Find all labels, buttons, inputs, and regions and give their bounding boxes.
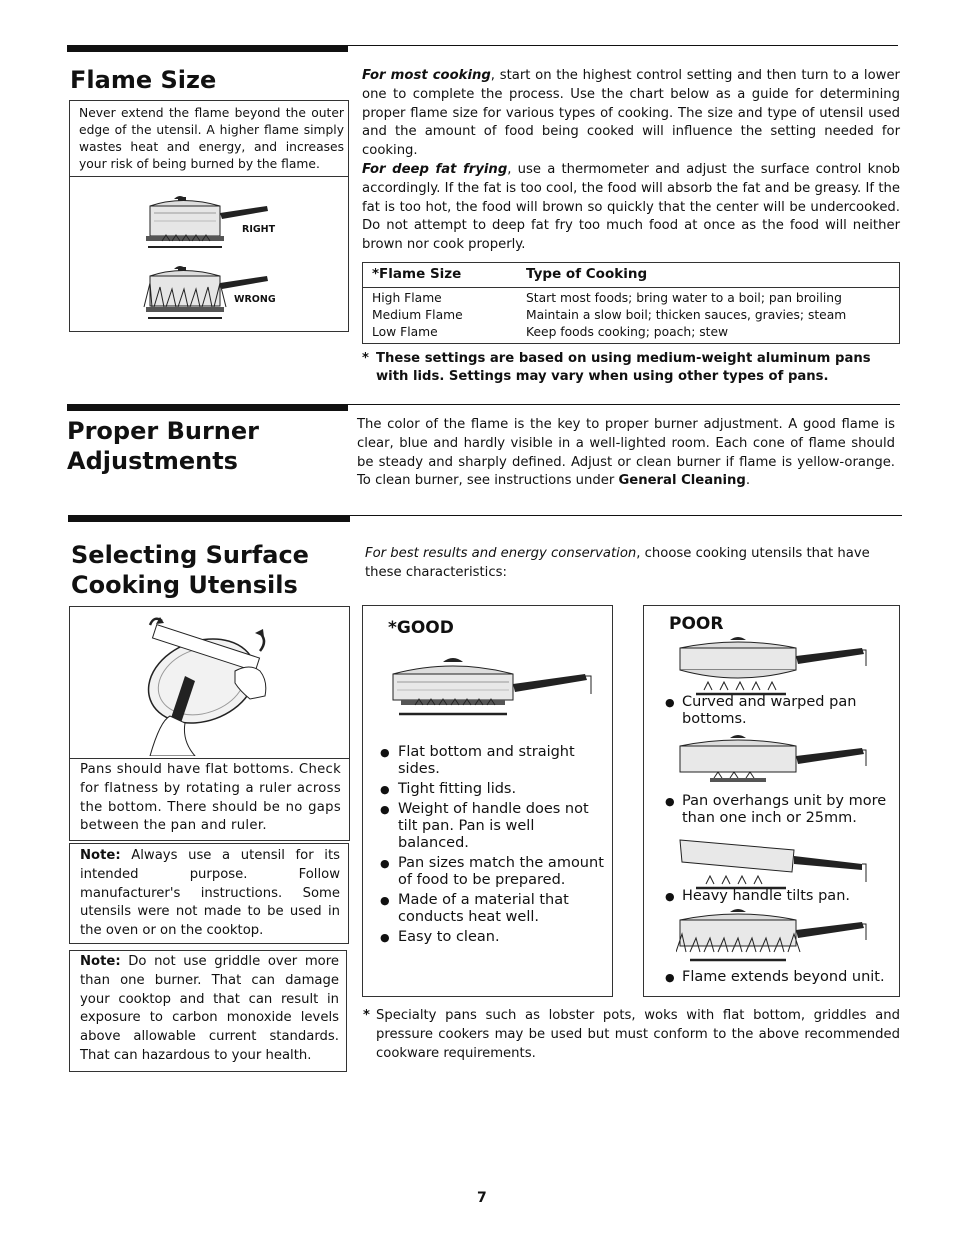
utensils-intro-text: , choose cooking utensils that have these characteristics: [365,546,870,580]
poor-item: ● Curved and warped pan bottoms. [665,694,892,728]
table-header-row [363,263,899,288]
poor-box [643,605,900,997]
utensils-intro-italic: For best results and energy conservation [365,546,637,561]
note-griddle [69,950,347,1072]
burner-text-end: . [745,473,751,489]
poor-curved-pan-illustration [676,632,876,700]
burner-title [67,416,259,476]
section-rule-flame-size [67,45,348,52]
section-rule-flame-size-thin [348,45,898,46]
footnote-star: * [362,351,369,366]
footnote-text: These settings are based on using medium-weight aluminum pans with lids. Settings may vary when using other types of pans. [376,351,871,384]
list-item: ● Made of a material that conducts heat well. [380,892,605,926]
list-item: ● Pan sizes match the amount of food to be prepared. [380,855,605,889]
label-right: RIGHT [242,224,276,235]
burner-text: The color of the flame is the key to proper burner adjustment. A good flame is clear, blue and hardly visible in a well-lighted room. Each cone of flame should be steady and sharply defined. Adjust or clean burner if flame is yellow-orange. To clean burner, see instructions under [357,417,895,489]
utensils-title-line2: Cooking Utensils [71,571,298,599]
table-cell-size: High Flame [372,291,442,305]
table-col-type-of-cooking: Type of Cooking [526,266,648,282]
section-rule-utensils-thin [350,515,902,516]
poor-overhang-pan-illustration [676,732,876,800]
label-wrong: WRONG [234,294,276,305]
utensils-footnote [363,1007,900,1063]
flame-size-table [362,262,900,344]
poor-item: ● Pan overhangs unit by more than one inch or 25mm. [665,793,902,827]
flame-size-title: Flame Size [70,66,217,94]
poor-item: ● Flame extends beyond unit. [665,969,902,986]
table-row [363,325,899,342]
note2-label: Note: [80,954,121,969]
table-cell-type: Keep foods cooking; poach; stew [526,325,729,339]
section-rule-burner-thin [348,404,900,405]
note2-text: Do not use griddle over more than one burner. That can damage your cooktop and that can result in exposure to carbon monoxide levels above allowable current standards. That can hazardous to your health. [80,954,339,1063]
flame-size-box [69,100,349,332]
burner-paragraph [357,416,895,491]
flame-table-footnote [362,350,902,386]
burner-title-line1: Proper Burner [67,417,259,445]
poor-item: ● Heavy handle tilts pan. [665,888,902,905]
list-item: ● Flat bottom and straight sides. [380,744,605,778]
utensils-title [71,540,309,600]
section-rule-burner [67,404,348,411]
deep-fat-lead: For deep fat frying [362,162,508,177]
deep-fat-paragraph [362,161,900,255]
most-cooking-paragraph [362,67,900,161]
good-box [362,605,613,997]
deep-fat-text: , use a thermometer and adjust the surface control knob accordingly. If the fat is too cool, the food will absorb the fat and be greasy. If the fat is too hot, the food will brown so quickly that the center will be undercooked. Do not attempt to deep fat fry too much food at once as the food will neither brown nor cook properly. [362,162,901,253]
utensils-footnote-text: Specialty pans such as lobster pots, woks with flat bottom, griddles and pressure cookers may be used but must conform to the above recommended cookware requirements. [376,1008,900,1061]
note1-label: Note: [80,848,121,863]
burner-title-line2: Adjustments [67,447,238,475]
note-intended-purpose [69,843,349,944]
table-cell-type: Start most foods; bring water to a boil; pan broiling [526,291,842,305]
list-item: ● Weight of handle does not tilt pan. Pan is well balanced. [380,801,605,852]
table-col-flame-size: *Flame Size [372,266,462,282]
good-title: *GOOD [388,618,454,638]
table-cell-size: Low Flame [372,325,438,339]
flame-size-box-text: Never extend the flame beyond the outer edge of the utensil. A higher flame simply wastes heat and energy, and increases your risk of being burned by the flame. [70,101,348,177]
list-item: ● Easy to clean. [380,929,605,946]
section-rule-utensils [68,515,350,522]
good-list [380,744,605,949]
table-row [363,308,899,325]
utensils-intro [365,544,905,582]
page-number: 7 [477,1190,487,1206]
table-row [363,291,899,308]
most-cooking-text: , start on the highest control setting and then turn to a lower one to complete the process. Use the chart below as a guide for determining proper flame size for various types of cooking. The size and type of utensil used and the amount of food being cooked will influence the setting needed for cooking. [362,68,900,159]
poor-heavy-handle-illustration [676,832,876,892]
good-pan-illustration [385,654,600,729]
flatness-box [69,606,350,841]
utensils-title-line1: Selecting Surface [71,541,309,569]
note1-text: Always use a utensil for its intended purpose. Follow manufacturer's instructions. Some utensils were not made to be used in the oven or on the cooktop. [80,848,340,939]
table-cell-size: Medium Flame [372,308,463,322]
poor-flame-beyond-illustration [676,906,876,970]
burner-text-link: General Cleaning [618,473,746,489]
list-item: ● Tight fitting lids. [380,781,605,798]
utensils-footnote-star: * [363,1008,370,1023]
most-cooking-lead: For most cooking [362,68,491,83]
flatness-text: Pans should have flat bottoms. Check for flatness by rotating a ruler across the bottom. There should be no gaps between the pan and ruler. [70,758,349,836]
poor-title: POOR [669,614,724,634]
ruler-check-illustration [140,611,280,756]
table-cell-type: Maintain a slow boil; thicken sauces, gravies; steam [526,308,847,322]
